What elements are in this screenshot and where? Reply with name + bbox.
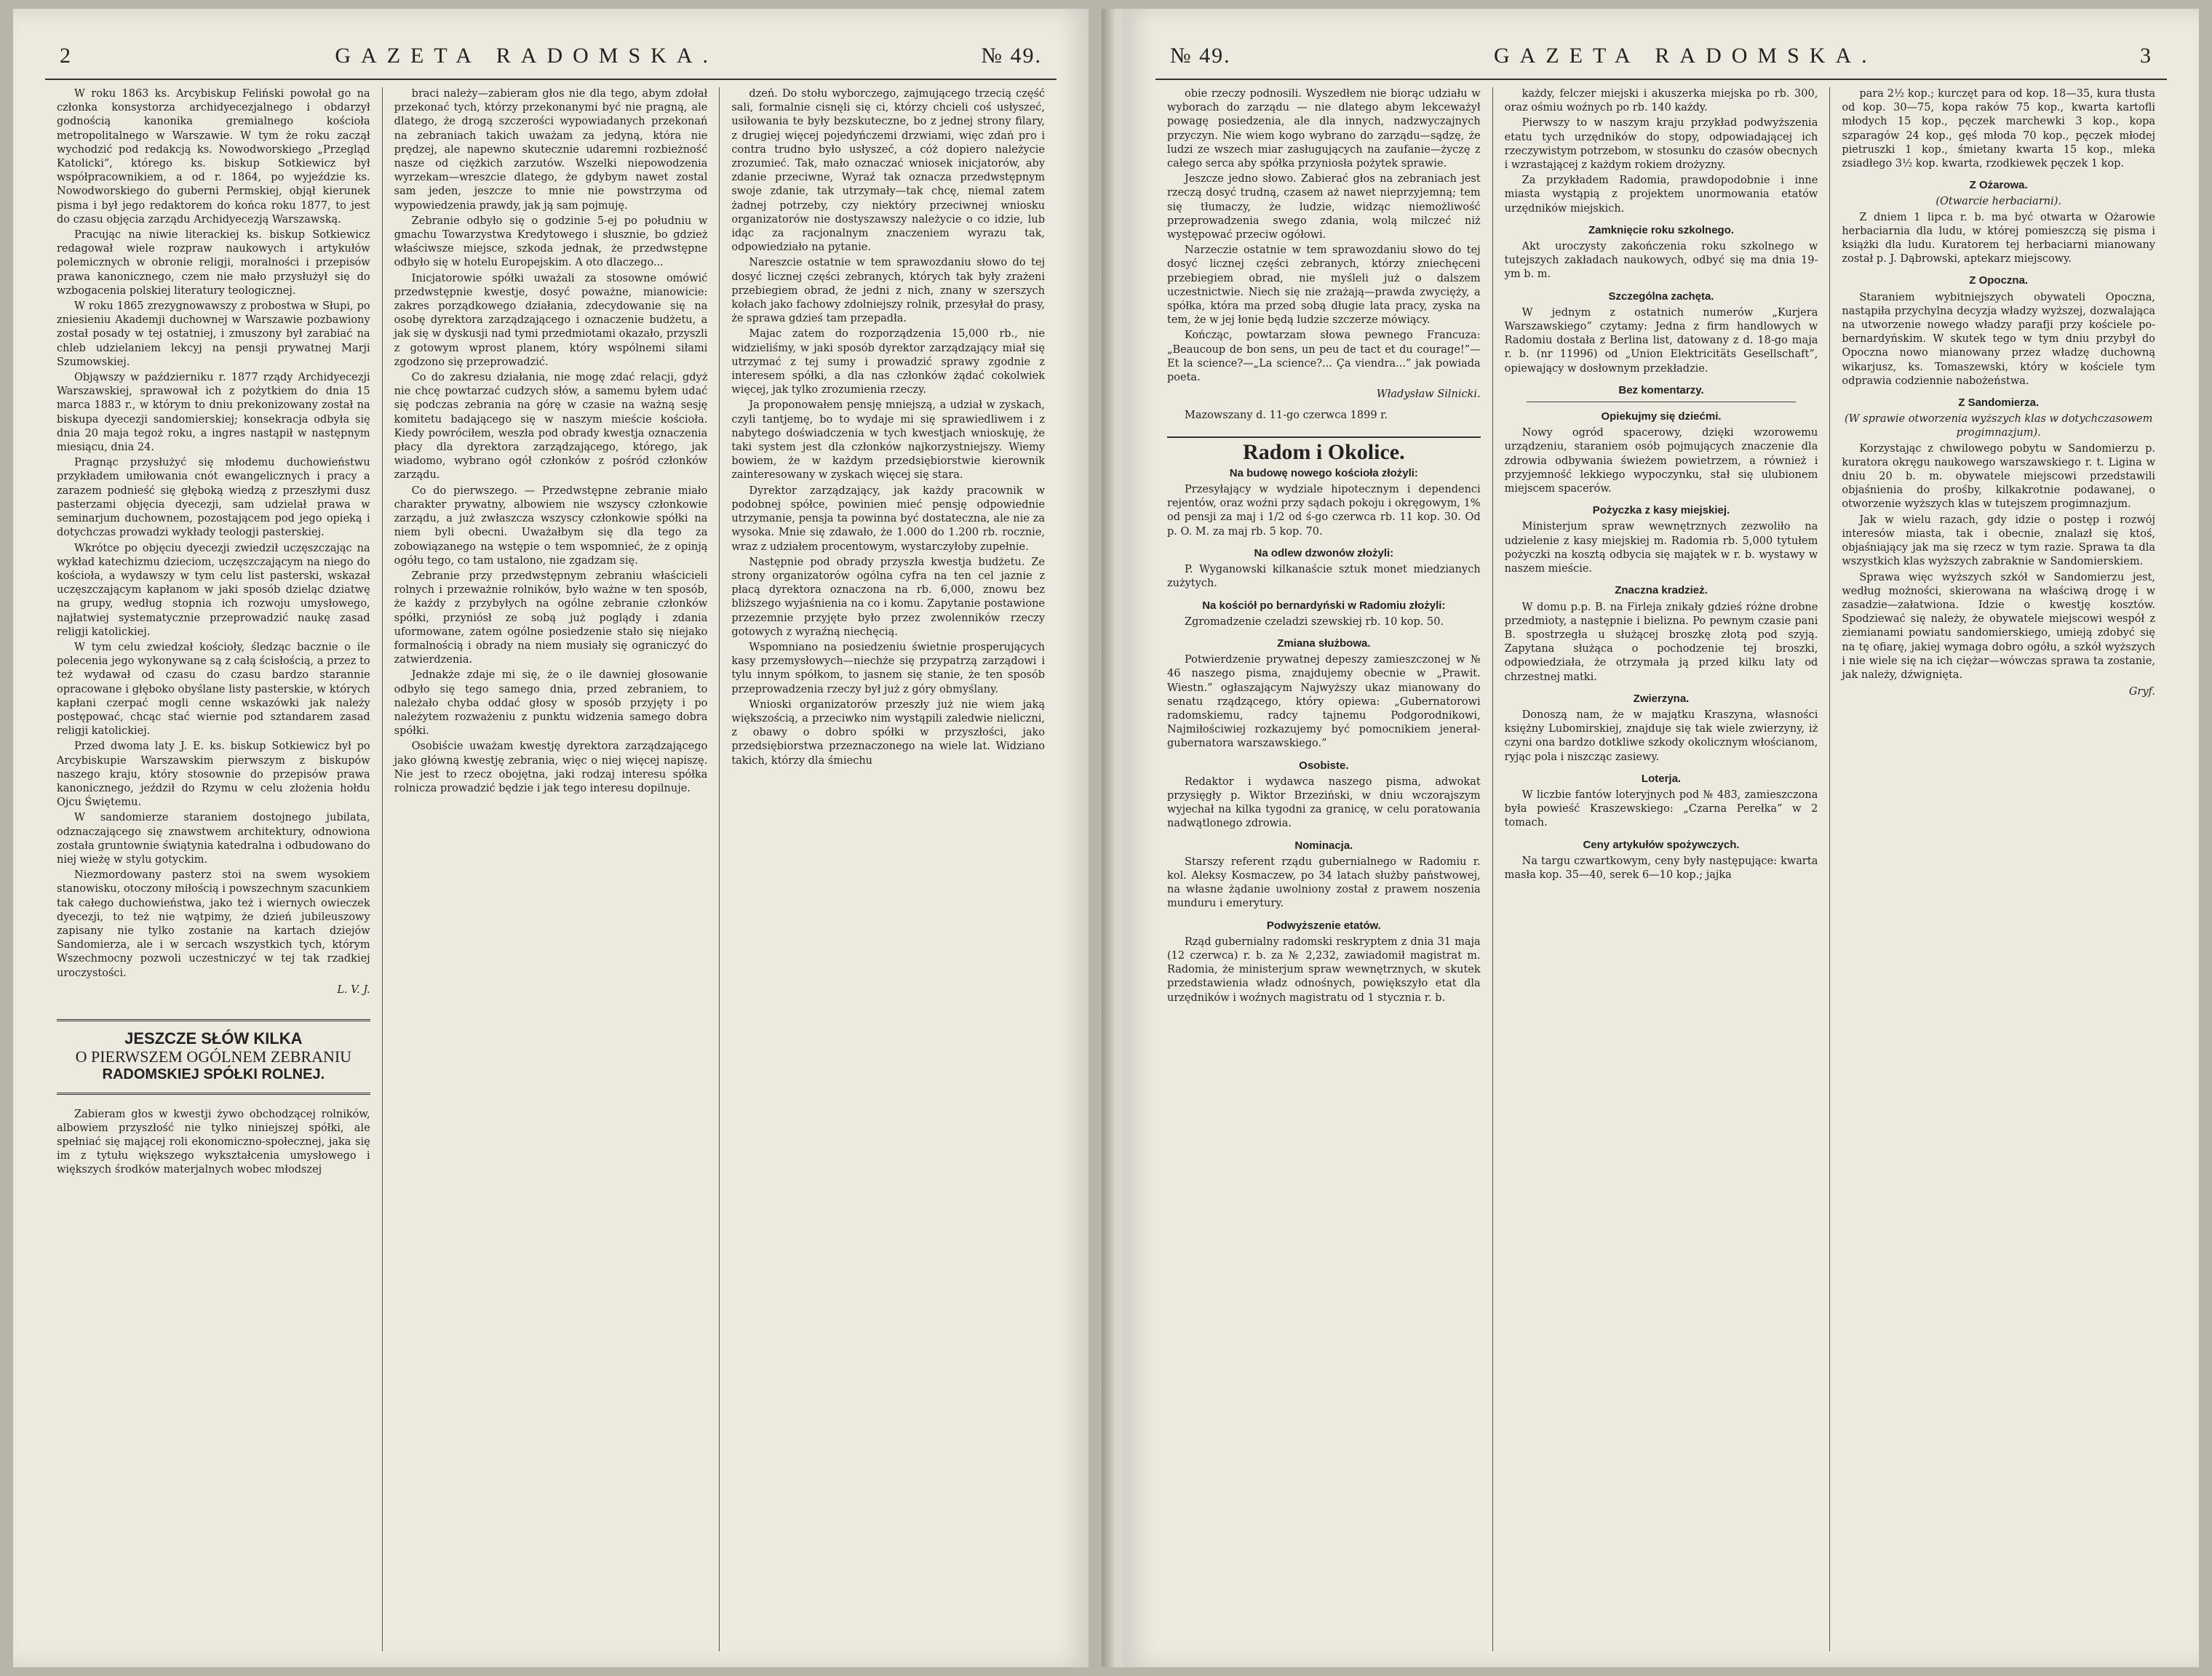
dateline: Mazowszany d. 11-go czerwca 1899 r. — [1185, 410, 1388, 422]
signature: L. V. J. — [337, 983, 370, 996]
paragraph: Dyrektor zarządzający, jak każdy pracownik w podobnej spółce, powinien mieć pensję odpowiednie utrzymanie, pensja ta powinna być dostateczna, ale nie za wysoka. Mnie się zdawało, że 1.000 do 1.200 rb. rocznie, wraz z udziałem procentowym, wystarczyłoby zupełnie. — [731, 484, 1046, 553]
page-number-right: 3 — [2139, 44, 2152, 68]
news-text: Korzystając z chwilowego pobytu w Sandomierzu p. kuratora okręgu naukowego warszawskiego r. t. Ligina w dniu 20 b. m. obywatele miejscowi przedstawili objaśnienia do prośby, kilkakrotnie podawanej, o otworzenie wyższych klas w tutejszem progimnazjum. — [1842, 442, 2156, 511]
news-title: Szczególna zachęta. — [1608, 290, 1714, 303]
news-text: Starszy referent rządu gubernialnego w Radomiu r. kol. Aleksy Kosmaczew, po 34 latach służby państwowej, na własne żądanie uwolniony został z prawem noszenia munduru i emerytury. — [1167, 855, 1481, 910]
column-5 — [1493, 87, 1831, 1651]
headline-line-3: RADOMSKIEJ SPÓŁKI ROLNEJ. — [102, 1066, 325, 1083]
news-text: Z dniem 1 lipca r. b. ma być otwarta w Ożarowie herbaciarnia dla ludu, w której pomieszczą się pisma i książki dla ludu. Kuratorem tej herbaciarni mianowany został p. J. Dąbrowski, aptekarz miejscowy. — [1842, 211, 2156, 266]
right-page — [1123, 9, 2199, 1667]
paragraph: Wnioski organizatorów przeszły już nie wiem jaką większością, a przeciwko nim wystąpili zaledwie nieliczni, z obawy o dobro spółki w przyszłości, jako przedsiębiorstwa przeznaczonego na wiele lat. Widziano takich, którzy dla śmiechu — [731, 698, 1046, 767]
section-title: Radom i Okolice. — [1167, 436, 1481, 459]
headline-line-1: JESZCZE SŁÓW KILKA — [124, 1029, 303, 1048]
news-title: Znaczna kradzież. — [1615, 584, 1708, 597]
news-text: Rząd gubernialny radomski reskryptem z dnia 31 maja (12 czerwca) r. b. za № 2,232, zawiadomił magistrat m. Radomia, że ministerjum spraw wewnętrznych, w skutek przedstawienia władz odnośnych, powiększyło etat dla urzędników i woźnych magistratu od 1 stycznia r. b. — [1167, 935, 1481, 1004]
left-running-head — [45, 38, 1057, 80]
news-text: Staraniem wybitniejszych obywateli Opoczna, nastąpiła przychylna decyzja władzy wyższej, dozwalająca na utworzenie nowego władzy parafji przy kościele po-bernardyńskim. W skutek tego w tym dniu przybył do Opoczna nowo mianowany przez władzę duchowną wikarjusz, ks. Tomaszewski, który w kościele tym odprawia codziennie nabożeństwa. — [1842, 291, 2156, 387]
paragraph: każdy, felczer miejski i akuszerka miejska po rb. 300, oraz ośmiu woźnych po rb. 140 każdy. — [1504, 88, 1818, 114]
news-title: Na odlew dzwonów złożyli: — [1254, 546, 1394, 559]
paragraph: Pragnąc przysłużyć się młodemu duchowieństwu przykładem umiłowania cnót ewangelicznych i pracy a zarazem podnieść się głęboką wiedzą z przeszłymi dusz pasterzami objęcia dyecezji, sam udzielał prawa w seminarjum duchownem, pozostającem pod jego opieką i dotychczas prowadzi wykłady teologji pasterskiej. — [57, 457, 370, 539]
paragraph: Majac zatem do rozporządzenia 15,000 rb., nie widzieliśmy, w jaki sposób dyrektor zarządzający miał się utrzymać z tej sumy i prowadzić sprawy zgodnie z interesem spółki, a dla nas członków żądać cokolwiek więcej, jak tylko zrozumienia rzeczy. — [731, 328, 1046, 396]
paragraph: Jednakże zdaje mi się, że o ile dawniej głosowanie odbyło się tego samego dnia, przed zebraniem, to należało chyba oddać głosy w sposób przyjęty i po należytem rozważeniu z punktu widzenia samego dobra spółki. — [394, 669, 708, 738]
issue-number-left: № 49. — [981, 44, 1042, 68]
news-text: W domu p.p. B. na Firleja znikały gdzieś różne drobne przedmioty, a następnie i bielizna. Po pewnym czasie pani B. spostrzegła u służącej broszkę złotą pod szyją. Zapytana służąca o pochodzenie tej broszki, odpowiedziała, że otrzymała ją przed kilku laty od chrzestnej matki. — [1504, 601, 1818, 683]
paragraph: dzeń. Do stołu wyborczego, zajmującego trzecią część sali, formalnie cisnęli się ci, którzy chcieli coś usłyszeć, usiłowania te były bezskuteczne, bo z jednej strony filary, z drugiej więcej pojedyńczemi drzwiami, więc zdań pro i contra trudno było usłyszeć, a cóż dopiero należycie zrozumieć. Tak, mało oznaczać wniosek inicjatorów, aby zdanie przeciwne, Wyraź tak oznacza przedwstępnym swoje zdanie, tak utrzymały—tak chcę, niemal zatem żadnej potrzeby, czy niektóry przeciwnej wniosku organizatorów nie dostyszawszy należycie o co idzie, lub idąc za racjonalnym znaczeniem wyrazu tak, odpowiedziało na pytanie. — [731, 88, 1046, 254]
right-columns — [1155, 87, 2167, 1651]
paragraph: Kończąc, powtarzam słowa pewnego Francuza: „Beaucoup de bon sens, un peu de tact et du courage!”—Et la science?—„La science?... Ça viendra...” jak powiada poeta. — [1167, 330, 1481, 384]
column-2 — [383, 87, 720, 1651]
paragraph: Ja proponowałem pensję mniejszą, a udział w zyskach, czyli tantjemę, bo to wydaje mi się sprawiedliwem i z nabytego doświadczenia w tych kwestjach wnioskuję, że taki system jest dla członków najkorzystniejszy. Wiemy bowiem, że w każdym przedsiębiorstwie kierownik zainteresowany w zyskach więcej się stara. — [731, 399, 1046, 482]
paragraph: para 2½ kop.; kurczęt para od kop. 18—35, kura tłusta od kop. 30—75, kopa raków 75 kop., kwarta kartofli młodych 15 kop., pęczek marchewki 3 kop., kopa szparagów 24 kop., gęś młoda 70 kop., pęczek młodej pietruszki 1 kop., śmietany kwarta 15 kop., mleka zsiadłego 3½ kop. kwarta, rzodkiewek pęczek 1 kop. — [1842, 88, 2156, 170]
news-title: Zwierzyna. — [1633, 692, 1690, 705]
paragraph: Osobiście uważam kwestję dyrektora zarządzającego jako główną kwestję zebrania, więc o niej więcej napiszę. Nie jest to rzecz obojętna, jaki rodzaj interesu spółka rolnicza prowadzić będzie i jak tego interesu dopilnuje. — [394, 741, 708, 794]
right-running-head — [1155, 38, 2167, 80]
news-text: Przesyłający w wydziale hipotecznym i dependenci rejentów, oraz woźni przy sądach pokoju i okręgowym, 1% od pensji za maj i 1/2 od ś-go czerwca rb. 11 kop. 30. Od p. O. M. za maj rb. 5 kop. 70. — [1167, 484, 1481, 538]
paragraph: Pierwszy to w naszym kraju przykład podwyższenia etatu tych urzędników do stopy, odpowiadającej ich rzeczywistym potrzebom, w stosunku do czasów obecnych i wzrastającej z każdym rokiem drożyzny. — [1504, 117, 1818, 172]
news-title: Pożyczka z kasy miejskiej. — [1592, 504, 1730, 517]
news-title: Z Ożarowa. — [1969, 179, 2028, 192]
news-text: Sprawa więc wyższych szkół w Sandomierzu jest, według możności, skierowana na właściwą drogę i w zasadzie—załatwiona. Idzie o kwestję kosztów. Spodziewać się należy, że obywatele miejscowi wespół z ziemianami powiatu sandomierskiego, umieją zdobyć się na tę ofiarę, jakiej wymaga dobro ogółu, a szkół wyższych i nie wiele się na ich ciężar—wówczas sprawa ta zostanie, jak należy, dźwignięta. — [1842, 571, 2156, 681]
news-title: Zmiana służbowa. — [1277, 637, 1371, 650]
paragraph: Zabieram głos w kwestji żywo obchodzącej rolników, albowiem przyszłość nie tylko niniejszej spółki, ale spełniać się mającej roli ekonomiczno-społecznej, jaka się im z tytułu większego wykształcenia umysłowego i większych środków materjalnych wobec młodszej — [57, 1108, 370, 1176]
news-title: Na kościół po bernardyński w Radomiu złożyli: — [1202, 599, 1446, 612]
paragraph: Wspomniano na posiedzeniu świetnie prosperujących kasy przemysłowych—niechże się przypatrzą zarządowi i tylu innym spółkom, to jasnem się stanie, że ten sposób przeprowadzenia rzeczy był już z góry obmyślany. — [731, 641, 1046, 695]
news-note: (W sprawie otworzenia wyższych klas w dotychczasowem progimnazjum). — [1845, 413, 2153, 439]
paragraph: W tym celu zwiedzał kościoły, śledząc bacznie o ile polecenia jego wykonywane są z całą ścisłością, a przez to też wydawał od czasu do czasu bardzo starannie opracowane i głęboko obyślane listy pasterskie, w których kapłani czerpać mogli cenne wskazówki jak należy postępować, chcąc stać wiernie pod sztandarem zasad religji katolickiej. — [57, 641, 370, 738]
news-text: Na targu czwartkowym, ceny były następujące: kwarta masła kop. 35—40, serek 6—10 kop.; jajka — [1504, 855, 1818, 881]
paragraph: Niezmordowany pasterz stoi na swem wysokiem stanowisku, otoczony miłością i powszechnym szacunkiem tak całego duchowieństwa, jako też i wiernych owieczek dyecezji, to też nie wątpimy, że dzień jubileuszowy zapisany nie tylko zostanie na kartach dziejów Sandomierza, ale i w sercach wszystkich tych, którym Wszechmocny pozwoli uczestniczyć w tej tak rzadkiej uroczystości. — [57, 869, 370, 979]
news-title: Ceny artykułów spożywczych. — [1583, 838, 1740, 851]
paragraph: W sandomierze staraniem dostojnego jubilata, odznaczającego się znawstwem architektury, odnowiona została gruntownie świątynia katedralna i odbudowano do niej wieżę w stylu gotyckim. — [57, 812, 370, 866]
paragraph: Jeszcze jedno słowo. Zabierać głos na zebraniach jest rzeczą dosyć trudną, czasem aż nawet nieprzyjemną; tem się tłumaczy, że ludzie, widząc niemożliwość przeprowadzenia swego zdania, wolą milczeć niż występować przeciw ogółowi. — [1167, 173, 1481, 242]
news-title: Z Sandomierza. — [1958, 396, 2040, 410]
news-text: W liczbie fantów loteryjnych pod № 483, zamieszczona była powieść Kraszewskiego: „Czarna Perełka” w 2 tomach. — [1504, 789, 1818, 829]
paragraph: Za przykładem Radomia, prawdopodobnie i inne miasta wystąpią z projektem unormowania etatów urzędników miejskich. — [1504, 175, 1818, 215]
masthead-title-left: GAZETA RADOMSKA. — [335, 44, 718, 68]
paragraph: Co do zakresu działania, nie mogę zdać relacji, gdyż nie chcę powtarzać cudzych słów, a samemu byłem udać się podczas zebrania na górę w czasie na ważną sesję komitetu badającego się w naszym mieście kościoła. Kiedy powróciłem, weszła pod obrady kwestja oznaczenia płacy dla dyrektora zarządzającego, którego, jak wiadomo, wybrano ogół członków z pośród członków zarządu. — [394, 372, 708, 482]
paragraph: Objąwszy w październiku r. 1877 rządy Archidyecezji Warszawskiej, sprawował ich z pożytkiem do dnia 15 marca 1883 r., w którym to dniu prekonizowany został na biskupa dyecezji sandomierskiej; konsekracja odbyła się dnia 20 maja tegoż roku, a ingres nastąpił w następnym miesiącu, dnia 24. — [57, 372, 370, 454]
headline-line-2: O PIERWSZEM OGÓLNEM ZEBRANIU — [75, 1048, 352, 1066]
news-text: P. Wyganowski kilkanaście sztuk monet miedzianych zużytych. — [1167, 564, 1481, 590]
news-text: Redaktor i wydawca naszego pisma, adwokat przysięgły p. Wiktor Brzeziński, w dniu wczorajszym wyjechał na kilka tygodni za granicę, w celu poratowania nadwątlonego zdrowia. — [1167, 775, 1481, 830]
left-columns — [45, 87, 1057, 1651]
news-title: Bez komentarzy. — [1618, 383, 1704, 396]
news-title: Nominacja. — [1294, 839, 1353, 852]
news-note: (Otwarcie herbaciarni). — [1936, 196, 2062, 208]
masthead-title-right: GAZETA RADOMSKA. — [1494, 44, 1877, 68]
news-text: Akt uroczysty zakończenia roku szkolnego w tutejszych zakładach naukowych, odbyć się ma dnia 19-ym b. m. — [1504, 241, 1818, 281]
news-title: Podwyższenie etatów. — [1266, 919, 1381, 932]
signature: Gryf. — [2128, 686, 2156, 698]
news-title: Na budowę nowego kościoła złożyli: — [1229, 466, 1418, 479]
issue-number-right: № 49. — [1170, 44, 1231, 68]
news-title: Opiekujmy się dziećmi. — [1601, 410, 1722, 423]
paragraph: Co do pierwszego. — Przedwstępne zebranie miało charakter prywatny, albowiem nie wszyscy członkowie zarządu, a już zwłaszcza wszyscy członkowie spółki na niem byli obecni. Uważałbym się dla tego za zobowiązanego na wstępie o tem wspomnieć, że z opinją ogółu tego, co tam ustalono, nie zgadzam się. — [394, 484, 708, 567]
paragraph: Inicjatorowie spółki uważali za stosowne omówić przedwstępnie kwestje, dosyć poważne, mianowicie: zakres porządkowego działania, zdecydowanie się na osobę dyrektora zarządzającego i oznaczenie budżetu, a jak się w dyskusji nad tymi przedmiotami okazało, przyszli z gotowym wprost planem, który wspólnemi siłami zgodzono się przeprowadzić. — [394, 272, 708, 368]
paragraph: Przed dwoma laty J. E. ks. biskup Sotkiewicz był po Arcybiskupie Warszawskim pierwszym z biskupów naszego kraju, który stosownie do przepisów prawa kanonicznego, jeździł do Rzymu w celu złożenia hołdu Ojcu Świętemu. — [57, 741, 370, 809]
signature: Władysław Silnicki. — [1376, 388, 1481, 401]
newspaper-spread — [13, 9, 2199, 1667]
news-title: Osobiste. — [1299, 759, 1349, 772]
column-4 — [1155, 87, 1493, 1651]
news-title: Z Opoczna. — [1969, 274, 2029, 287]
column-6 — [1830, 87, 2167, 1651]
paragraph: W roku 1863 ks. Arcybiskup Feliński powołał go na członka konsystorza archidyecezjalnego i obdarzył godnością kanonika gremialnego kościoła metropolitalnego w Warszawie. W tym że roku zaczął wychodzić pod redakcją ks. Nowodworskiego „Przegląd Katolicki”, którego ks. biskup Sotkiewicz był współpracownikiem, a od r. 1864, po wyjeździe ks. Nowodworskiego do guberni Permskiej, objął kierunek pisma i był jego redaktorem do końca roku 1877, to jest do czasu objęcia zarządu Archidyecezją Warszawską. — [57, 88, 370, 226]
news-text: Donoszą nam, że w majątku Kraszyna, własności księżny Lubomirskiej, znajduje się tak wiele zwierzyny, iż czyni ona bardzo dotkliwe szkody okolicznym włościanom, ryjąc pola i niszcząc zasiewy. — [1504, 709, 1818, 763]
left-page — [13, 9, 1089, 1667]
page-number-left: 2 — [60, 44, 72, 68]
news-text: Potwierdzenie prywatnej depeszy zamieszczonej w № 46 naszego pisma, znajdujemy obecnie w „Prawit. Wiestn.” ogłaszającym Najwyższy ukaz mianowany do senatu rządzącego, który opiewa: „Gubernatorowi radomskiemu, radcy tajnemu Podgorodnikowi, Najmiłościwiej rozkazujemy być pomocnikiem jenerał-gubernatora warszawskiego.” — [1167, 654, 1481, 750]
paragraph: Pracując na niwie literackiej ks. biskup Sotkiewicz redagował wiele rozpraw naukowych i artykułów polemicznych w obronie religji, moralności i przepisów prawa kanonicznego, czem nie mało przysłużył się do wzbogacenia polskiej literatury teologicznej. — [57, 229, 370, 297]
news-text: Zgromadzenie czeladzi szewskiej rb. 10 kop. 50. — [1185, 615, 1444, 628]
paragraph: Następnie pod obrady przyszła kwestja budżetu. Ze strony organizatorów ogólna cyfra na ten cel jaznie z płacą dyrektora oznaczona na rb. 6,000, znowu bez bliższego wyjaśnienia na co i komu. Zapytanie postawione przezemnie przyjęte było przez zwolenników rzeczy gotowych z wyraźną niechęcią. — [731, 556, 1046, 638]
article-headline — [57, 1019, 370, 1095]
paragraph: obie rzeczy podnosili. Wyszedłem nie biorąc udziału w wyborach do zarządu — nie dlatego abym lekceważył powagę posiedzenia, ale dla innych, nadzwyczajnych przyczyn. Nie wiem kogo wybrano do zarządu—sądzę, że ludzi ze wszech miar zasługujących na zaufanie—życzę z całego serca aby spółka przyniosła pożytek sprawie. — [1167, 88, 1481, 170]
paragraph: braci należy—zabieram głos nie dla tego, abym zdołał przekonać tych, którzy przekonanymi być nie pragną, ale dlatego, że drogą szczerości wypowiadanych przekonań na zebraniach takich uważam za jedyną, która nie prędzej, ale napewno skutecznie udaremni rozbieżność nasze od ciężkich zarzutów. Wszelki niepowodzenia wyrzekam—wreszcie dlatego, że gdybym nawet zostal sam jeden, jeszcze to mnie nie powstrzyma od wypowiedzenia prawdy, jak ją sam pojmuję. — [394, 88, 708, 212]
column-1 — [45, 87, 383, 1651]
news-title: Loterja. — [1641, 772, 1682, 785]
paragraph: Wkrótce po objęciu dyecezji zwiedził uczęszczając na wykład katechizmu dzieciom, uczęszczającym na niego do kościoła, a wydawszy w tym celu list pasterski, wskazał uczęszczającym kapłanom w jaki sposób dzieląc dziatwę na grupy, według stopnia ich rozwoju umysłowego, najłatwiej systematycznie przeprowadzić naukę zasad religji katolickiej. — [57, 542, 370, 638]
news-text: Jak w wielu razach, gdy idzie o postęp i rozwój interesów miasta, tak i obecnie, znalazł się ktoś, objaśniający jak ma się rzecz w tym razie. Sprawa ta dla wszystkich klas wyższych zabraknie w Sandomierskiem. — [1842, 514, 2156, 568]
news-text: Ministerjum spraw wewnętrznych zezwoliło na udzielenie z kasy miejskiej m. Radomia rb. 5,000 tytułem pożyczki na kosztą odbycia się majątek w r. b. wystawy w naszem mieście. — [1504, 521, 1818, 575]
paragraph: Nareszcie ostatnie w tem sprawozdaniu słowo do tej dosyć licznej części zebranych, których tak były zrażeni przebiegiem obrad, że jedni z nich, znany w szerszych kołach jako fachowy zdolniejszy rolnik, przesyłał do prasy, że sprawa gdzieś tam przepadła. — [731, 257, 1046, 325]
paragraph: W roku 1865 zrezygnowawszy z probostwa w Słupi, po zniesieniu Akademji duchownej w Warszawie pozbawiony został posady w tej ostatniej, i zmuszony był zarabiać na chleb udzielaniem lekcyj na pensji prywatnej Marji Szumowskiej. — [57, 300, 370, 368]
column-3 — [720, 87, 1057, 1651]
paragraph: Zebranie przy przedwstępnym zebraniu właścicieli rolnych i przeważnie rolników, było ważne w ten sposób, że każdy z przybyłych na ogólne zebranie członków spółki, przyniósł ze sobą już poglądy i zdania uformowane, zatem ogólne posiedzenie stało się niejako formalnością i obrady na niem musiały się ograniczyć do zatwierdzenia. — [394, 570, 708, 666]
paragraph: Narzeczie ostatnie w tem sprawozdaniu słowo do tej dosyć licznej części zebranych, którzy zniechęceni przebiegiem obrad, nie myśleli już o dalszem uczestnictwie. Niech się nie zrażają—prawda zwycięży, a spółka, która ma przed sobą długie lata pracy, zyska na tem, że w jej łonie będą ludzie szczerze mówiący. — [1167, 244, 1481, 327]
news-title: Zamknięcie roku szkolnego. — [1588, 223, 1735, 236]
news-text: W jednym z ostatnich numerów „Kurjera Warszawskiego” czytamy: Jedna z firm handlowych w Radomiu dostała z Berlina list, datowany z d. 18-go maja r. b. (nr 11996) od „Union Elektricitäts Gesellschaft”, opiewający w dosłownym przekładzie. — [1504, 306, 1818, 375]
news-text: Nowy ogród spacerowy, dzięki wzorowemu urządzeniu, staraniem osób pojmujących znaczenie dla zdrowia odbywania świeżem powietrzem, a również i przyjemność lekkiego wypoczynku, stał się ulubionem miejscem spacerów. — [1504, 427, 1818, 495]
paragraph: Zebranie odbyło się o godzinie 5-ej po południu w gmachu Towarzystwa Kredytowego i słusznie, bo gdzież właściwsze miejsce, szkoda jednak, że przedwstępne odbyło się w hotelu Europejskim. A oto dlaczego... — [394, 215, 708, 269]
